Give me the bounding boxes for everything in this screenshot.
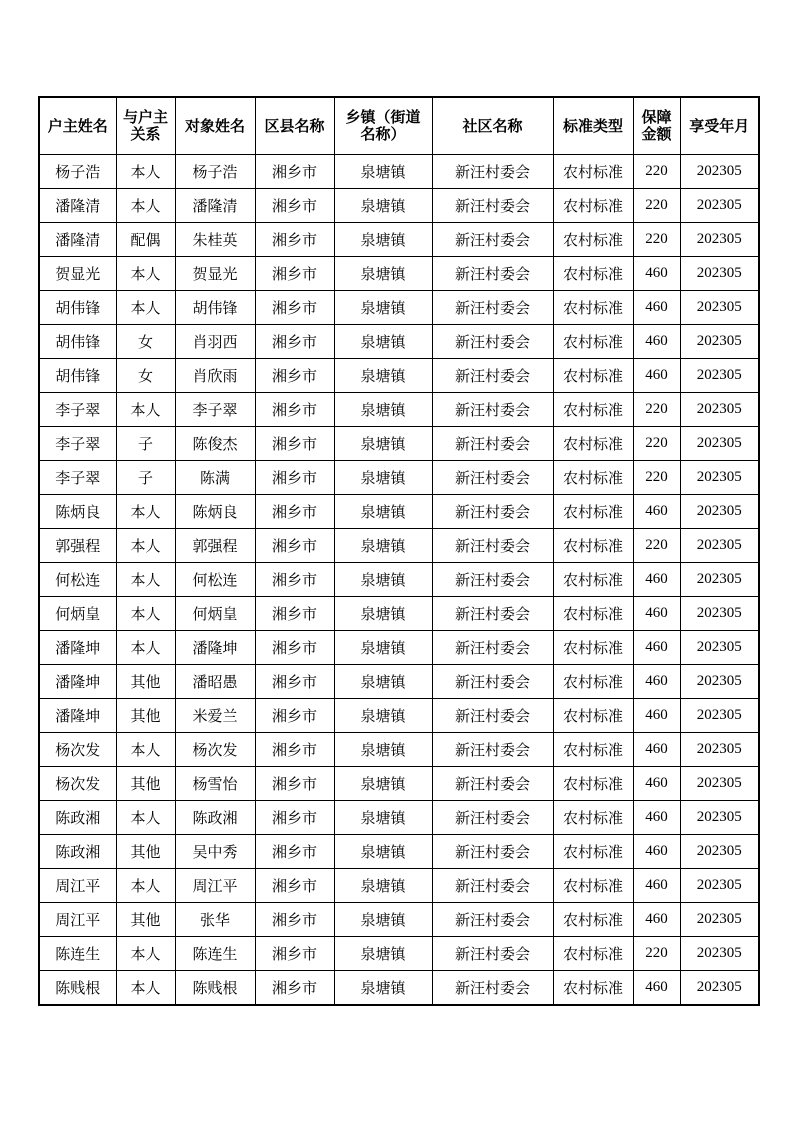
relation-cell: 本人 [116,529,175,563]
table-row [39,665,759,699]
table-row [39,597,759,631]
county-cell: 湘乡市 [255,495,334,529]
recipient-name-cell: 杨子浩 [175,155,255,189]
amount-cell: 460 [633,665,680,699]
county-cell: 湘乡市 [255,223,334,257]
standard-type-cell: 农村标准 [553,597,633,631]
standard-type-cell: 农村标准 [553,869,633,903]
recipient-name-cell: 潘隆坤 [175,631,255,665]
standard-type-cell: 农村标准 [553,155,633,189]
standard-type-cell: 农村标准 [553,767,633,801]
recipient-name-cell: 肖欣雨 [175,359,255,393]
amount-cell: 460 [633,767,680,801]
household-head-cell: 潘隆清 [39,189,116,223]
amount-cell: 460 [633,291,680,325]
table-row [39,869,759,903]
amount-cell: 460 [633,563,680,597]
township-cell: 泉塘镇 [334,223,432,257]
township-cell: 泉塘镇 [334,699,432,733]
header-county-name-line: 区县名称 [264,116,325,135]
household-head-cell: 潘隆坤 [39,631,116,665]
header-benefit-amount [633,97,680,155]
recipient-name-cell: 陈贱根 [175,971,255,1006]
amount-cell: 460 [633,801,680,835]
county-cell: 湘乡市 [255,665,334,699]
month-cell: 202305 [680,971,759,1006]
month-cell: 202305 [680,257,759,291]
township-cell: 泉塘镇 [334,869,432,903]
household-head-cell: 潘隆坤 [39,665,116,699]
standard-type-cell: 农村标准 [553,291,633,325]
community-cell: 新汪村委会 [432,835,553,869]
county-cell: 湘乡市 [255,155,334,189]
standard-type-cell: 农村标准 [553,937,633,971]
standard-type-cell: 农村标准 [553,257,633,291]
community-cell: 新汪村委会 [432,393,553,427]
recipient-name-cell: 潘隆清 [175,189,255,223]
community-cell: 新汪村委会 [432,529,553,563]
household-head-cell: 李子翠 [39,427,116,461]
county-cell: 湘乡市 [255,903,334,937]
table-row [39,835,759,869]
relation-cell: 本人 [116,733,175,767]
month-cell: 202305 [680,155,759,189]
community-cell: 新汪村委会 [432,189,553,223]
township-cell: 泉塘镇 [334,495,432,529]
recipient-name-cell: 贺显光 [175,257,255,291]
household-head-cell: 杨次发 [39,767,116,801]
recipient-name-cell: 米爱兰 [175,699,255,733]
table-body [39,155,759,1006]
county-cell: 湘乡市 [255,359,334,393]
community-cell: 新汪村委会 [432,155,553,189]
table-row [39,223,759,257]
relation-cell: 女 [116,359,175,393]
month-cell: 202305 [680,665,759,699]
recipient-name-cell: 陈满 [175,461,255,495]
township-cell: 泉塘镇 [334,291,432,325]
household-head-cell: 陈政湘 [39,835,116,869]
township-cell: 泉塘镇 [334,971,432,1006]
month-cell: 202305 [680,835,759,869]
recipient-name-cell: 吴中秀 [175,835,255,869]
table-row [39,767,759,801]
header-row [39,97,759,155]
standard-type-cell: 农村标准 [553,189,633,223]
community-cell: 新汪村委会 [432,971,553,1006]
recipient-name-cell: 杨雪怡 [175,767,255,801]
county-cell: 湘乡市 [255,971,334,1006]
township-cell: 泉塘镇 [334,427,432,461]
recipient-name-cell: 郭强程 [175,529,255,563]
standard-type-cell: 农村标准 [553,631,633,665]
community-cell: 新汪村委会 [432,359,553,393]
township-cell: 泉塘镇 [334,835,432,869]
amount-cell: 220 [633,223,680,257]
table-row [39,155,759,189]
township-cell: 泉塘镇 [334,665,432,699]
township-cell: 泉塘镇 [334,903,432,937]
standard-type-cell: 农村标准 [553,699,633,733]
header-relation-to-head-line: 与户主 [122,108,168,126]
household-head-cell: 周江平 [39,869,116,903]
county-cell: 湘乡市 [255,733,334,767]
standard-type-cell: 农村标准 [553,495,633,529]
amount-cell: 460 [633,869,680,903]
county-cell: 湘乡市 [255,529,334,563]
header-relation-to-head-line: 关系 [130,125,161,143]
relation-cell: 本人 [116,563,175,597]
community-cell: 新汪村委会 [432,427,553,461]
month-cell: 202305 [680,869,759,903]
header-benefit-amount-line: 保障 [641,108,672,126]
header-household-head-name-line: 户主姓名 [47,116,108,135]
standard-type-cell: 农村标准 [553,563,633,597]
household-head-cell: 陈政湘 [39,801,116,835]
county-cell: 湘乡市 [255,325,334,359]
household-head-cell: 潘隆坤 [39,699,116,733]
benefit-table [38,96,760,1006]
header-standard-type [553,97,633,155]
household-head-cell: 贺显光 [39,257,116,291]
county-cell: 湘乡市 [255,563,334,597]
recipient-name-cell: 陈俊杰 [175,427,255,461]
recipient-name-cell: 陈炳良 [175,495,255,529]
table-row [39,495,759,529]
township-cell: 泉塘镇 [334,563,432,597]
household-head-cell: 胡伟锋 [39,291,116,325]
header-benefit-month-line: 享受年月 [689,116,750,135]
township-cell: 泉塘镇 [334,461,432,495]
header-household-head-name [39,97,116,155]
month-cell: 202305 [680,937,759,971]
household-head-cell: 潘隆清 [39,223,116,257]
recipient-name-cell: 李子翠 [175,393,255,427]
table-row [39,699,759,733]
table-row [39,359,759,393]
recipient-name-cell: 周江平 [175,869,255,903]
standard-type-cell: 农村标准 [553,835,633,869]
community-cell: 新汪村委会 [432,631,553,665]
township-cell: 泉塘镇 [334,767,432,801]
month-cell: 202305 [680,733,759,767]
household-head-cell: 李子翠 [39,393,116,427]
county-cell: 湘乡市 [255,937,334,971]
relation-cell: 子 [116,461,175,495]
household-head-cell: 陈炳良 [39,495,116,529]
table-row [39,257,759,291]
table-row [39,393,759,427]
standard-type-cell: 农村标准 [553,665,633,699]
table-row [39,801,759,835]
household-head-cell: 李子翠 [39,461,116,495]
township-cell: 泉塘镇 [334,155,432,189]
relation-cell: 本人 [116,257,175,291]
township-cell: 泉塘镇 [334,937,432,971]
amount-cell: 460 [633,733,680,767]
amount-cell: 460 [633,835,680,869]
recipient-name-cell: 潘昭愚 [175,665,255,699]
community-cell: 新汪村委会 [432,461,553,495]
county-cell: 湘乡市 [255,257,334,291]
month-cell: 202305 [680,563,759,597]
table-row [39,971,759,1006]
household-head-cell: 杨次发 [39,733,116,767]
standard-type-cell: 农村标准 [553,359,633,393]
relation-cell: 本人 [116,495,175,529]
relation-cell: 本人 [116,597,175,631]
county-cell: 湘乡市 [255,631,334,665]
header-community-name [432,97,553,155]
household-head-cell: 杨子浩 [39,155,116,189]
amount-cell: 220 [633,189,680,223]
standard-type-cell: 农村标准 [553,393,633,427]
month-cell: 202305 [680,223,759,257]
standard-type-cell: 农村标准 [553,223,633,257]
relation-cell: 其他 [116,903,175,937]
amount-cell: 460 [633,699,680,733]
month-cell: 202305 [680,427,759,461]
header-benefit-month [680,97,759,155]
recipient-name-cell: 胡伟锋 [175,291,255,325]
county-cell: 湘乡市 [255,699,334,733]
amount-cell: 220 [633,393,680,427]
table-row [39,291,759,325]
township-cell: 泉塘镇 [334,325,432,359]
county-cell: 湘乡市 [255,767,334,801]
standard-type-cell: 农村标准 [553,971,633,1006]
month-cell: 202305 [680,325,759,359]
community-cell: 新汪村委会 [432,699,553,733]
relation-cell: 本人 [116,937,175,971]
community-cell: 新汪村委会 [432,937,553,971]
community-cell: 新汪村委会 [432,223,553,257]
table-header [39,97,759,155]
relation-cell: 本人 [116,291,175,325]
table-row [39,937,759,971]
household-head-cell: 何松连 [39,563,116,597]
standard-type-cell: 农村标准 [553,903,633,937]
amount-cell: 220 [633,461,680,495]
township-cell: 泉塘镇 [334,801,432,835]
household-head-cell: 周江平 [39,903,116,937]
household-head-cell: 郭强程 [39,529,116,563]
recipient-name-cell: 张华 [175,903,255,937]
recipient-name-cell: 朱桂英 [175,223,255,257]
month-cell: 202305 [680,903,759,937]
community-cell: 新汪村委会 [432,291,553,325]
community-cell: 新汪村委会 [432,495,553,529]
relation-cell: 其他 [116,665,175,699]
header-standard-type-line: 标准类型 [562,116,623,135]
table-row [39,189,759,223]
county-cell: 湘乡市 [255,291,334,325]
recipient-name-cell: 陈连生 [175,937,255,971]
community-cell: 新汪村委会 [432,597,553,631]
header-recipient-name-line: 对象姓名 [184,116,245,135]
recipient-name-cell: 肖羽西 [175,325,255,359]
relation-cell: 本人 [116,393,175,427]
county-cell: 湘乡市 [255,869,334,903]
table-row [39,529,759,563]
month-cell: 202305 [680,529,759,563]
amount-cell: 220 [633,529,680,563]
community-cell: 新汪村委会 [432,767,553,801]
amount-cell: 460 [633,359,680,393]
relation-cell: 配偶 [116,223,175,257]
county-cell: 湘乡市 [255,835,334,869]
header-township-name-line: 名称） [360,125,406,143]
amount-cell: 220 [633,155,680,189]
standard-type-cell: 农村标准 [553,529,633,563]
community-cell: 新汪村委会 [432,733,553,767]
header-benefit-amount-line: 金额 [641,125,672,143]
community-cell: 新汪村委会 [432,903,553,937]
amount-cell: 460 [633,325,680,359]
header-township-name [334,97,432,155]
county-cell: 湘乡市 [255,189,334,223]
amount-cell: 460 [633,257,680,291]
county-cell: 湘乡市 [255,801,334,835]
header-recipient-name [175,97,255,155]
header-relation-to-head [116,97,175,155]
month-cell: 202305 [680,393,759,427]
month-cell: 202305 [680,631,759,665]
amount-cell: 460 [633,971,680,1006]
county-cell: 湘乡市 [255,393,334,427]
community-cell: 新汪村委会 [432,563,553,597]
recipient-name-cell: 陈政湘 [175,801,255,835]
standard-type-cell: 农村标准 [553,801,633,835]
month-cell: 202305 [680,495,759,529]
township-cell: 泉塘镇 [334,733,432,767]
township-cell: 泉塘镇 [334,631,432,665]
household-head-cell: 胡伟锋 [39,359,116,393]
amount-cell: 460 [633,903,680,937]
table-row [39,427,759,461]
amount-cell: 460 [633,495,680,529]
county-cell: 湘乡市 [255,461,334,495]
standard-type-cell: 农村标准 [553,325,633,359]
amount-cell: 460 [633,597,680,631]
table-row [39,631,759,665]
header-township-name-line: 乡镇（街道 [345,108,421,126]
relation-cell: 子 [116,427,175,461]
household-head-cell: 胡伟锋 [39,325,116,359]
township-cell: 泉塘镇 [334,359,432,393]
community-cell: 新汪村委会 [432,257,553,291]
recipient-name-cell: 杨次发 [175,733,255,767]
relation-cell: 本人 [116,189,175,223]
month-cell: 202305 [680,767,759,801]
township-cell: 泉塘镇 [334,257,432,291]
household-head-cell: 何炳皇 [39,597,116,631]
community-cell: 新汪村委会 [432,665,553,699]
recipient-name-cell: 何炳皇 [175,597,255,631]
relation-cell: 其他 [116,835,175,869]
amount-cell: 220 [633,937,680,971]
community-cell: 新汪村委会 [432,801,553,835]
county-cell: 湘乡市 [255,427,334,461]
household-head-cell: 陈连生 [39,937,116,971]
household-head-cell: 陈贱根 [39,971,116,1006]
relation-cell: 其他 [116,767,175,801]
table-row [39,325,759,359]
header-community-name-line: 社区名称 [462,116,523,135]
table-row [39,563,759,597]
standard-type-cell: 农村标准 [553,733,633,767]
township-cell: 泉塘镇 [334,597,432,631]
relation-cell: 本人 [116,631,175,665]
amount-cell: 220 [633,427,680,461]
month-cell: 202305 [680,359,759,393]
county-cell: 湘乡市 [255,597,334,631]
relation-cell: 女 [116,325,175,359]
relation-cell: 本人 [116,801,175,835]
header-county-name [255,97,334,155]
relation-cell: 本人 [116,155,175,189]
table-row [39,903,759,937]
community-cell: 新汪村委会 [432,325,553,359]
month-cell: 202305 [680,189,759,223]
table-row [39,461,759,495]
month-cell: 202305 [680,801,759,835]
township-cell: 泉塘镇 [334,189,432,223]
township-cell: 泉塘镇 [334,393,432,427]
standard-type-cell: 农村标准 [553,427,633,461]
recipient-name-cell: 何松连 [175,563,255,597]
table-row [39,733,759,767]
amount-cell: 460 [633,631,680,665]
relation-cell: 本人 [116,869,175,903]
month-cell: 202305 [680,461,759,495]
community-cell: 新汪村委会 [432,869,553,903]
month-cell: 202305 [680,291,759,325]
relation-cell: 其他 [116,699,175,733]
month-cell: 202305 [680,699,759,733]
township-cell: 泉塘镇 [334,529,432,563]
relation-cell: 本人 [116,971,175,1006]
standard-type-cell: 农村标准 [553,461,633,495]
month-cell: 202305 [680,597,759,631]
